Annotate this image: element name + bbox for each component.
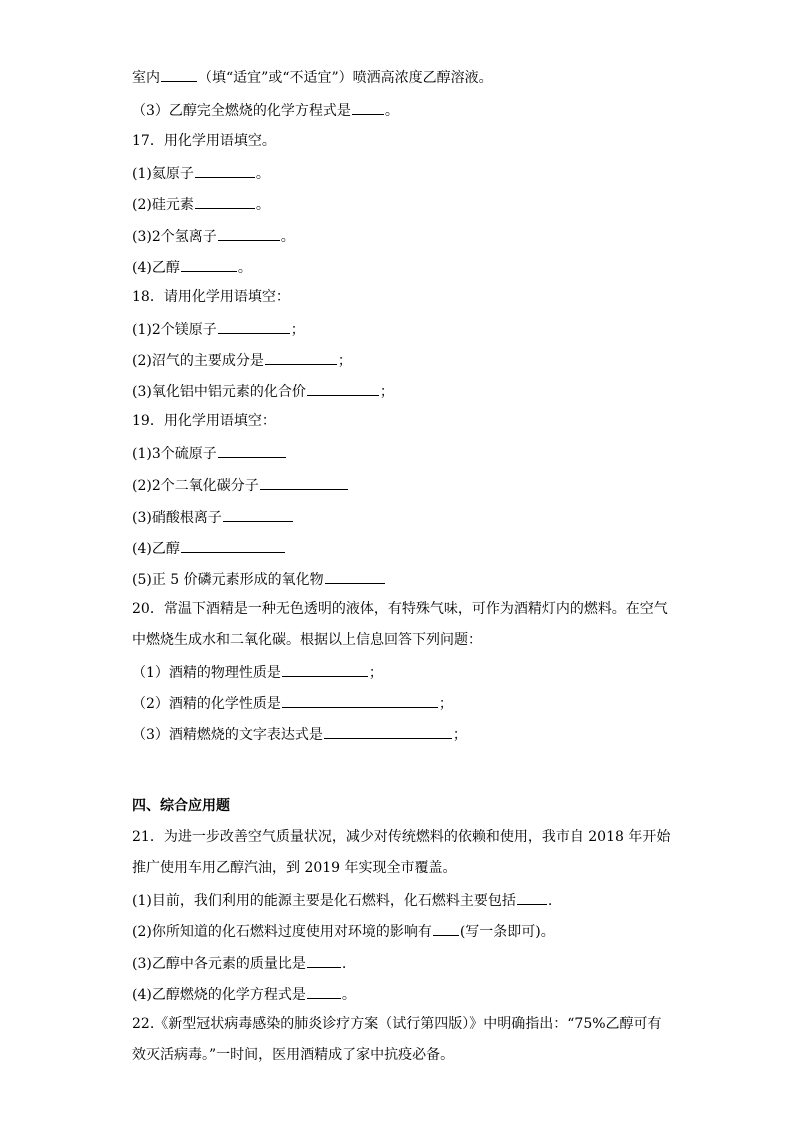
text-line: 效灭活病毒。”一时间，医用酒精成了家中抗疫必备。 [132,1047,455,1063]
text-line: (3)乙醇中各元素的质量比是 . [132,953,346,973]
answer-blank[interactable] [517,890,547,905]
text-line: （1）酒精的物理性质是 ； [132,662,383,682]
answer-blank[interactable] [307,381,379,396]
answer-blank[interactable] [325,569,385,584]
question-20: 20．常温下酒精是一种无色透明的液体，有特殊气味，可作为酒精灯内的燃料。在空气 [132,601,668,617]
answer-blank[interactable] [195,163,255,178]
text-line: (1)3个硫原子 [132,443,287,463]
question-18: 18．请用化学用语填空： [132,289,290,305]
answer-blank[interactable] [307,984,341,999]
text-line: (2)2个二氧化碳分子 [132,475,349,495]
text-line: (3)氧化铝中铝元素的化合价 ； [132,381,394,401]
text-line: 推广使用车用乙醇汽油，到 2019 年实现全市覆盖。 [132,860,457,876]
answer-blank[interactable] [181,538,285,553]
text-line: (1)2个镁原子 ； [132,319,305,339]
text-line: （2）酒精的化学性质是 ； [132,693,453,713]
answer-blank[interactable] [324,724,452,739]
section-heading: 四、综合应用题 [132,798,230,814]
answer-blank[interactable] [161,67,197,82]
answer-blank[interactable] [265,350,337,365]
text-line: (4)乙醇 。 [132,257,252,277]
text-line: (4)乙醇 [132,538,286,558]
answer-blank[interactable] [433,921,459,936]
text-line: (1)氦原子 。 [132,163,270,183]
text-line: 室内 （填“适宜”或“不适宜”）喷洒高浓度乙醇溶液。 [132,67,493,87]
question-17: 17．用化学用语填空。 [132,133,276,149]
answer-blank[interactable] [218,226,280,241]
answer-blank[interactable] [223,507,293,522]
question-19: 19．用化学用语填空： [132,413,276,429]
text-line: (5)正 5 价磷元素形成的氧化物 [132,569,386,589]
text-line: (2)沼气的主要成分是 ； [132,350,352,370]
answer-blank[interactable] [282,662,368,677]
answer-blank[interactable] [195,194,255,209]
text-line: 中燃烧生成水和二氧化碳。根据以上信息回答下列问题： [132,632,482,648]
question-21: 21．为进一步改善空气质量状况，减少对传统燃料的依赖和使用，我市自 2018 年开始 [132,829,671,845]
answer-blank[interactable] [352,100,384,115]
answer-blank[interactable] [260,475,348,490]
text-line: (1)目前，我们利用的能源主要是化石燃料，化石燃料主要包括 . [132,890,552,910]
text-line: (3)2个氢离子 。 [132,226,295,246]
answer-blank[interactable] [282,693,438,708]
answer-blank[interactable] [181,257,237,272]
question-22: 22.《新型冠状病毒感染的肺炎诊疗方案（试行第四版）》中明确指出：“75%乙醇可有 [132,1016,662,1032]
text-line: （3）酒精燃烧的文字表达式是 ； [132,724,467,744]
answer-blank[interactable] [218,443,286,458]
answer-blank[interactable] [307,953,341,968]
text-line: (2)你所知道的化石燃料过度使用对环境的影响有 (写一条即可)。 [132,921,555,941]
text-line: (4)乙醇燃烧的化学方程式是 。 [132,984,356,1004]
text-line: (3)硝酸根离子 [132,507,294,527]
answer-blank[interactable] [218,319,290,334]
text-line: （3）乙醇完全燃烧的化学方程式是 。 [132,100,399,120]
text-line: (2)硅元素 。 [132,194,270,214]
